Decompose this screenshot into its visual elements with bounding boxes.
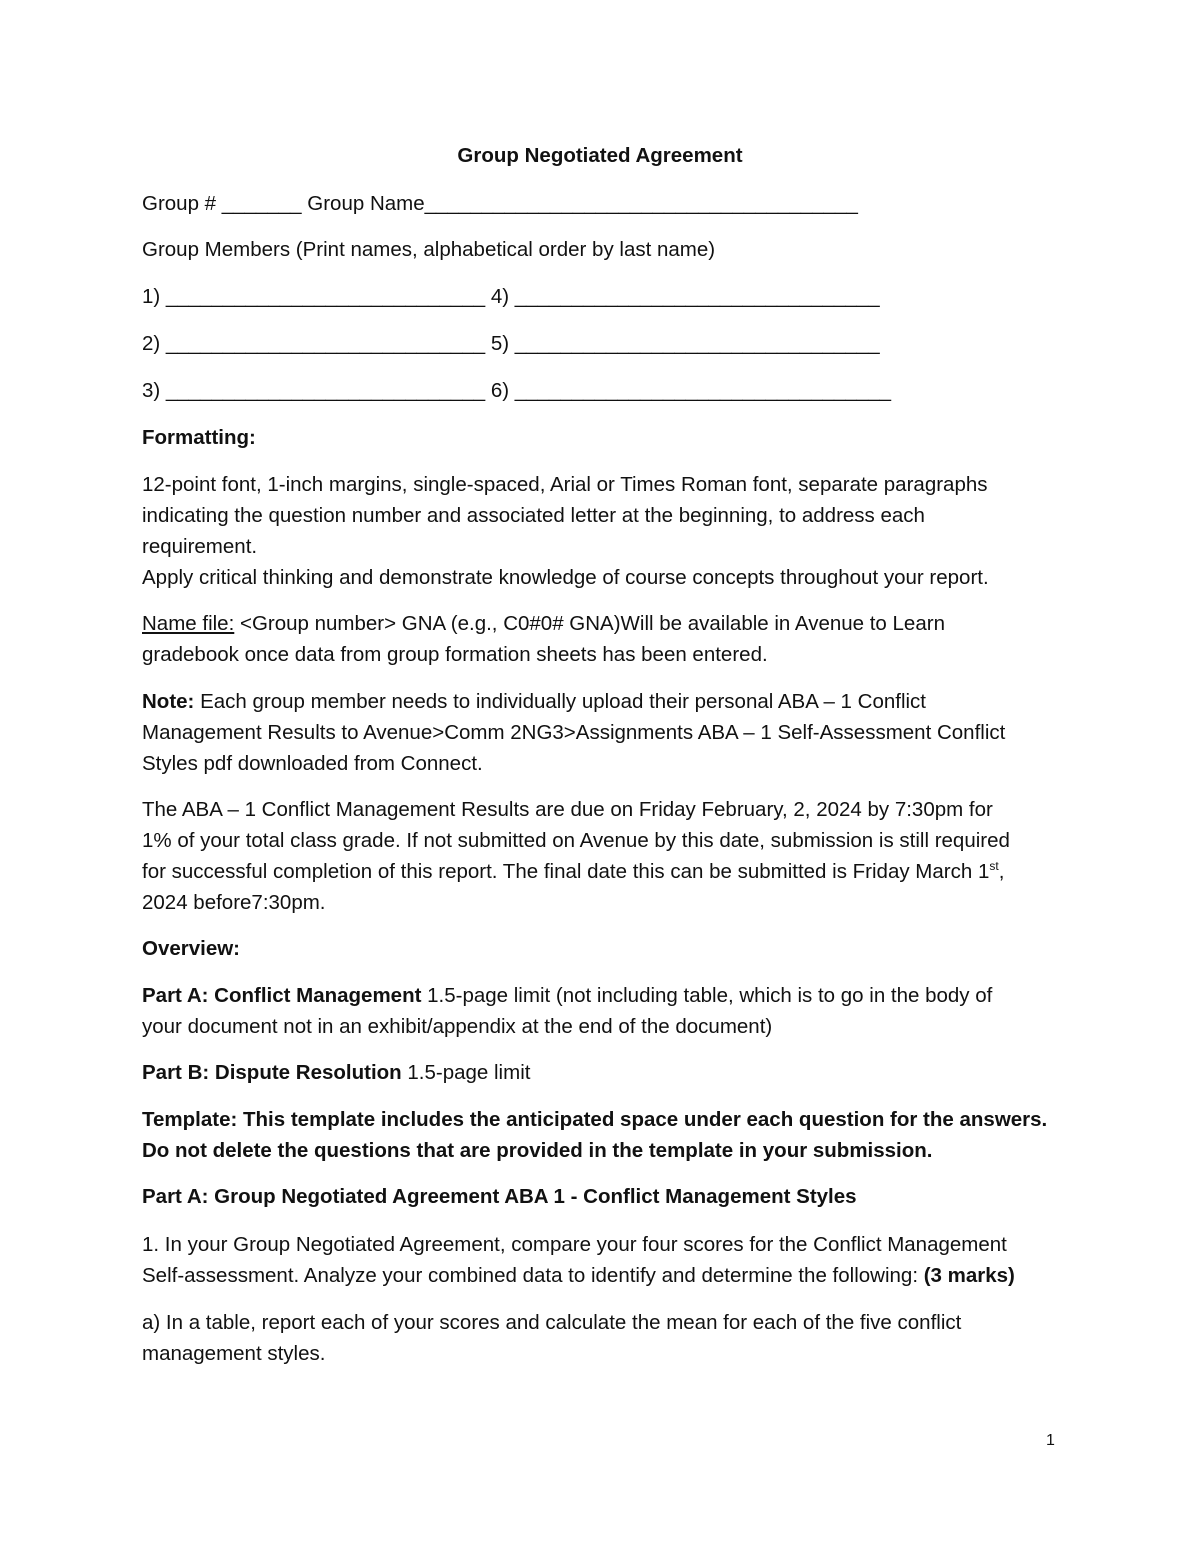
question-1a	[142, 1307, 1072, 1369]
question-1a-line-1: a) In a table, report each of your scores and calculate the mean for each of the five conflict	[142, 1311, 962, 1334]
due-line-1: The ABA – 1 Conflict Management Results are due on Friday February, 2, 2024 by 7:30pm for	[142, 798, 993, 821]
name-file-text-1: <Group number> GNA (e.g., C0#0# GNA)Will be available in Avenue to Learn	[234, 612, 945, 635]
part-a-overview-line-1	[142, 980, 1072, 1011]
due-line-3-text: for successful completion of this report. The final date this can be submitted is Friday March 1	[142, 860, 990, 883]
name-file-paragraph	[142, 608, 1072, 670]
member-row-2-5: 2) ____________________________ 5) ________________________________	[142, 332, 880, 355]
due-line-2: 1% of your total class grade. If not submitted on Avenue by this date, submission is still required	[142, 829, 1010, 852]
ordinal-suffix: st	[989, 859, 999, 874]
part-b-overview-text: 1.5-page limit	[401, 1061, 531, 1084]
formatting-line-4: Apply critical thinking and demonstrate knowledge of course concepts throughout your report.	[142, 566, 989, 589]
note-line-2: Management Results to Avenue>Comm 2NG3>Assignments ABA – 1 Self-Assessment Conflict	[142, 721, 1006, 744]
question-1a-line-2: management styles.	[142, 1342, 326, 1365]
due-line-4: 2024 before7:30pm.	[142, 891, 326, 914]
question-1	[142, 1229, 1072, 1291]
page-number: 1	[1046, 1432, 1055, 1449]
part-b-overview	[142, 1057, 1072, 1088]
name-file-line-1	[142, 608, 1072, 639]
question-1-marks: (3 marks)	[923, 1264, 1015, 1287]
formatting-line-2: indicating the question number and associated letter at the beginning, to address each	[142, 504, 925, 527]
group-line: Group # _______ Group Name______________________________________	[142, 192, 858, 215]
template-note-line-1: Template: This template includes the anticipated space under each question for the answers.	[142, 1108, 1048, 1131]
name-file-line-2: gradebook once data from group formation sheets has been entered.	[142, 643, 768, 666]
formatting-line-1: 12-point font, 1-inch margins, single-spaced, Arial or Times Roman font, separate paragraphs	[142, 473, 988, 496]
note-line-3: Styles pdf downloaded from Connect.	[142, 752, 483, 775]
due-date-paragraph	[142, 794, 1072, 918]
question-1-line-1: 1. In your Group Negotiated Agreement, compare your four scores for the Conflict Management	[142, 1233, 1007, 1256]
overview-heading: Overview:	[142, 937, 240, 960]
part-a-overview-line-2: your document not in an exhibit/appendix at the end of the document)	[142, 1015, 773, 1038]
note-label: Note:	[142, 690, 195, 713]
part-a-heading: Part A: Group Negotiated Agreement ABA 1 - Conflict Management Styles	[142, 1185, 857, 1208]
part-a-overview-text-1: 1.5-page limit (not including table, which is to go in the body of	[421, 984, 993, 1007]
formatting-line-3: requirement.	[142, 535, 258, 558]
question-1-text-2: Self-assessment. Analyze your combined data to identify and determine the following:	[142, 1264, 924, 1287]
note-text-1: Each group member needs to individually upload their personal ABA – 1 Conflict	[194, 690, 926, 713]
formatting-heading: Formatting:	[142, 426, 256, 449]
due-line-3-comma: ,	[998, 860, 1005, 883]
note-line-1	[142, 686, 1072, 717]
document-title: Group Negotiated Agreement	[457, 144, 743, 167]
part-a-overview-label: Part A: Conflict Management	[142, 984, 422, 1007]
members-heading: Group Members (Print names, alphabetical order by last name)	[142, 238, 716, 261]
part-a-overview	[142, 980, 1072, 1042]
due-line-3	[142, 856, 1072, 887]
template-note-line-2: Do not delete the questions that are provided in the template in your submission.	[142, 1139, 933, 1162]
name-file-label: Name file:	[142, 612, 235, 635]
part-b-overview-label: Part B: Dispute Resolution	[142, 1061, 402, 1084]
question-1-line-2	[142, 1260, 1072, 1291]
member-row-1-4: 1) ____________________________ 4) ________________________________	[142, 285, 880, 308]
member-row-3-6: 3) ____________________________ 6) _________________________________	[142, 379, 892, 402]
formatting-paragraph	[142, 469, 1072, 593]
template-note	[142, 1104, 1072, 1166]
note-paragraph	[142, 686, 1072, 779]
